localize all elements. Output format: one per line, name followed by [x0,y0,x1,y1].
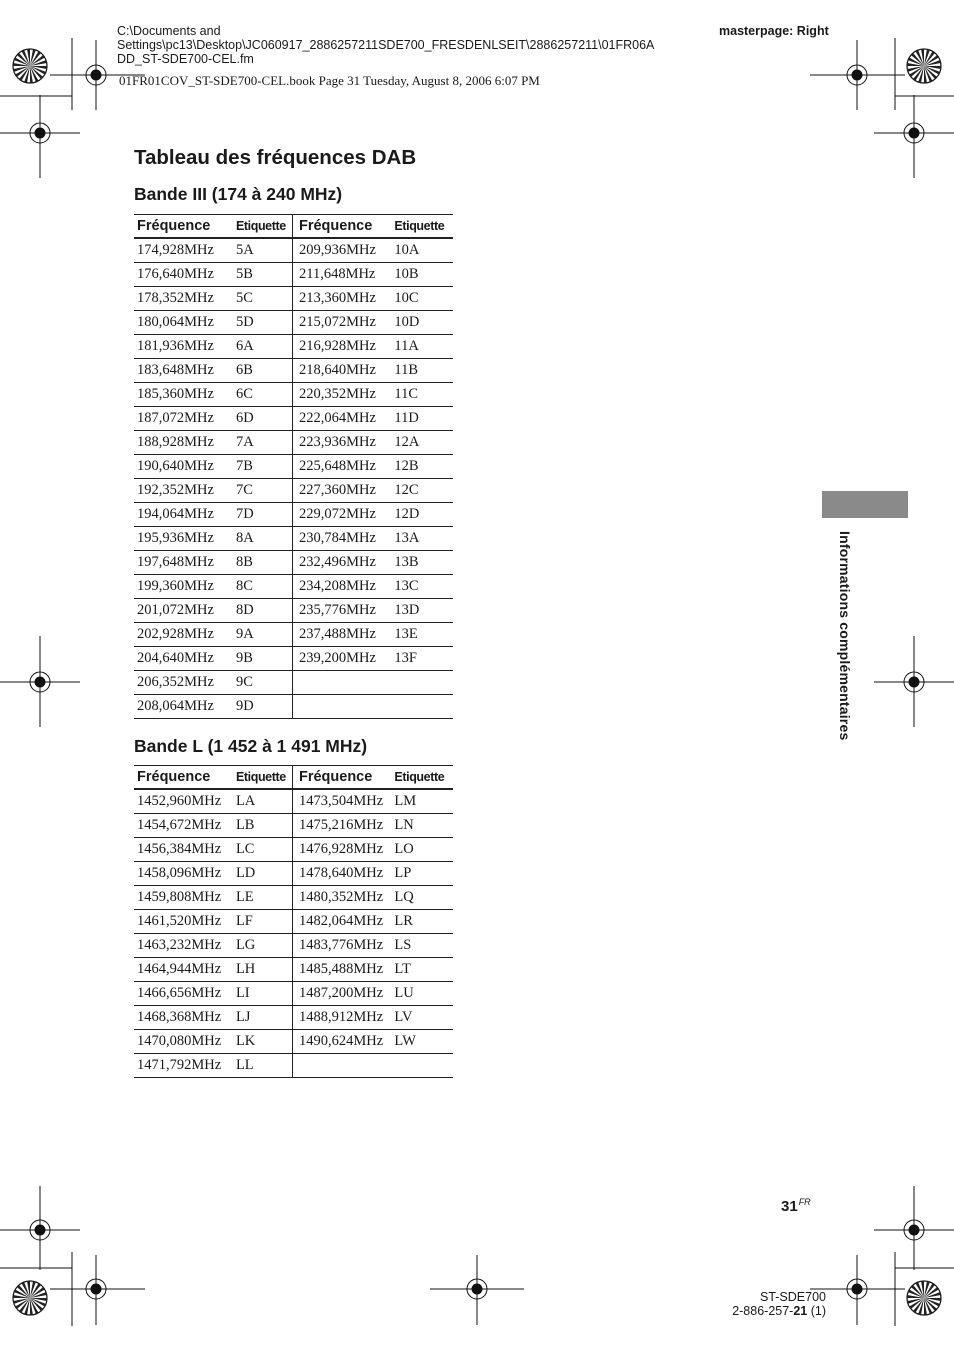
frequency-cell: 230,784MHz [292,527,392,551]
part-code-suffix: (1) [807,1304,826,1318]
frequency-cell: 194,064MHz [134,503,234,527]
frequency-cell: 1461,520MHz [134,910,234,934]
star-target [907,49,941,83]
label-cell: 8D [234,599,293,623]
label-cell: 12C [392,479,453,503]
star-target [13,49,47,83]
frequency-cell: 218,640MHz [292,359,392,383]
label-cell: 13B [392,551,453,575]
label-cell: LA [234,789,293,814]
label-cell: 13D [392,599,453,623]
page-title: Tableau des fréquences DAB [134,146,417,169]
model-name: ST-SDE700 [759,1290,826,1304]
frequency-cell: 232,496MHz [292,551,392,575]
frequency-cell: 1476,928MHz [292,838,392,862]
frequency-cell: 176,640MHz [134,263,234,287]
star-target [13,1281,47,1315]
frequency-cell: 1478,640MHz [292,862,392,886]
label-cell: 7C [234,479,293,503]
label-cell: 5D [234,311,293,335]
file-path-line-2: Settings\pc13\Desktop\JC060917_2886257211SDE700_FRESDENLSEIT\2886257211\01FR06A [117,38,655,52]
frequency-cell: 1452,960MHz [134,789,234,814]
label-cell: 13C [392,575,453,599]
frequency-cell: 208,064MHz [134,695,234,719]
label-cell: LI [234,982,293,1006]
label-cell: 6D [234,407,293,431]
label-cell: LG [234,934,293,958]
label-cell: 10C [392,287,453,311]
star-target [907,1281,941,1315]
frequency-cell: 1473,504MHz [292,789,392,814]
registration-target [0,636,80,727]
label-cell: LT [392,958,453,982]
frequency-cell: 1454,672MHz [134,814,234,838]
frequency-cell: 223,936MHz [292,431,392,455]
frequency-cell: 1466,656MHz [134,982,234,1006]
frequency-cell: 195,936MHz [134,527,234,551]
label-cell: LV [392,1006,453,1030]
label-cell: LO [392,838,453,862]
label-cell: 5B [234,263,293,287]
band-iii-heading: Bande III (174 à 240 MHz) [134,184,343,204]
label-cell: LR [392,910,453,934]
registration-target [874,95,954,175]
column-header-frequency: Fréquence [134,766,234,790]
column-header-frequency: Fréquence [134,215,234,239]
label-cell: 9A [234,623,293,647]
label-cell: 10A [392,238,453,263]
frequency-cell: 222,064MHz [292,407,392,431]
label-cell: 13F [392,647,453,671]
frequency-cell: 237,488MHz [292,623,392,647]
frequency-cell: 1482,064MHz [292,910,392,934]
label-cell: 9C [234,671,293,695]
label-cell: 8B [234,551,293,575]
frequency-cell: 201,072MHz [134,599,234,623]
label-cell: LN [392,814,453,838]
frequency-cell: 190,640MHz [134,455,234,479]
frequency-cell: 225,648MHz [292,455,392,479]
frequency-cell: 216,928MHz [292,335,392,359]
label-cell: 11C [392,383,453,407]
frequency-cell: 229,072MHz [292,503,392,527]
column-header-frequency: Fréquence [292,215,392,239]
masterpage-label: masterpage: Right [719,24,829,38]
label-cell: 8A [234,527,293,551]
registration-target [810,1255,905,1325]
frequency-cell: 187,072MHz [134,407,234,431]
frequency-cell: 204,640MHz [134,647,234,671]
label-cell: LK [234,1030,293,1054]
band-l-heading: Bande L (1 452 à 1 491 MHz) [134,736,368,756]
frequency-cell: 199,360MHz [134,575,234,599]
label-cell: LP [392,862,453,886]
label-cell: 6B [234,359,293,383]
frequency-cell: 234,208MHz [292,575,392,599]
label-cell: LH [234,958,293,982]
book-info-line: 01FR01COV_ST-SDE700-CEL.book Page 31 Tuesday, August 8, 2006 6:07 PM [119,73,540,88]
part-code-revision: 21 [793,1304,808,1318]
frequency-cell: 213,360MHz [292,287,392,311]
registration-target [50,40,145,110]
label-cell: 9B [234,647,293,671]
label-cell: 7D [234,503,293,527]
label-cell: 12A [392,431,453,455]
label-cell: 6C [234,383,293,407]
label-cell: LQ [392,886,453,910]
frequency-cell: 183,648MHz [134,359,234,383]
label-cell: LC [234,838,293,862]
frequency-cell: 1475,216MHz [292,814,392,838]
column-header-frequency: Fréquence [292,766,392,790]
label-cell: LS [392,934,453,958]
label-cell: 13E [392,623,453,647]
frequency-cell: 215,072MHz [292,311,392,335]
frequency-cell: 192,352MHz [134,479,234,503]
frequency-cell: 1490,624MHz [292,1030,392,1054]
file-path-line-1: C:\Documents and [117,24,221,38]
label-cell: 9D [234,695,293,719]
label-cell: LM [392,789,453,814]
frequency-cell: 174,928MHz [134,238,234,263]
frequency-cell: 178,352MHz [134,287,234,311]
frequency-cell: 180,064MHz [134,311,234,335]
registration-target [0,95,80,175]
frequency-cell: 209,936MHz [292,238,392,263]
frequency-cell: 1487,200MHz [292,982,392,1006]
frequency-cell: 202,928MHz [134,623,234,647]
frequency-cell: 1459,808MHz [134,886,234,910]
label-cell: 8C [234,575,293,599]
label-cell: LU [392,982,453,1006]
column-header-label: Etiquette [392,766,453,790]
frequency-cell: 1488,912MHz [292,1006,392,1030]
label-cell: 11D [392,407,453,431]
frequency-cell: 239,200MHz [292,647,392,671]
label-cell: LE [234,886,293,910]
frequency-cell: 1480,352MHz [292,886,392,910]
label-cell: 10B [392,263,453,287]
label-cell: 5C [234,287,293,311]
registration-target [810,40,905,110]
frequency-cell: 227,360MHz [292,479,392,503]
label-cell: 5A [234,238,293,263]
frequency-cell: 206,352MHz [134,671,234,695]
page-number-value: 31 [781,1198,798,1215]
column-header-label: Etiquette [234,766,293,790]
registration-target [50,1255,145,1325]
registration-target [430,1255,524,1325]
frequency-cell: 1464,944MHz [134,958,234,982]
label-cell: 7A [234,431,293,455]
label-cell: 6A [234,335,293,359]
label-cell: 12D [392,503,453,527]
frequency-cell: 197,648MHz [134,551,234,575]
frequency-cell: 211,648MHz [292,263,392,287]
file-path-line-3: DD_ST-SDE700-CEL.fm [117,52,254,66]
registration-target [0,1190,80,1270]
label-cell: LL [234,1054,293,1078]
part-code-prefix: 2-886-257- [732,1304,794,1318]
label-cell: 12B [392,455,453,479]
frequency-cell: 1471,792MHz [134,1054,234,1078]
registration-target [874,636,954,727]
label-cell: 7B [234,455,293,479]
frequency-cell: 1483,776MHz [292,934,392,958]
frequency-cell: 1456,384MHz [134,838,234,862]
label-cell: LW [392,1030,453,1054]
frequency-cell: 1470,080MHz [134,1030,234,1054]
registration-target [874,1190,954,1270]
frequency-cell: 181,936MHz [134,335,234,359]
label-cell: LD [234,862,293,886]
frequency-cell: 185,360MHz [134,383,234,407]
label-cell: 13A [392,527,453,551]
label-cell: LJ [234,1006,293,1030]
section-tab-label: Informations complémentaires [837,531,853,741]
page-language-suffix: FR [798,1197,811,1207]
label-cell: 10D [392,311,453,335]
frequency-cell: 1485,488MHz [292,958,392,982]
frequency-cell: 235,776MHz [292,599,392,623]
frequency-cell: 220,352MHz [292,383,392,407]
label-cell: 11A [392,335,453,359]
frequency-cell: 1463,232MHz [134,934,234,958]
label-cell: LB [234,814,293,838]
column-header-label: Etiquette [392,215,453,239]
frequency-cell: 1458,096MHz [134,862,234,886]
label-cell: LF [234,910,293,934]
frequency-cell: 188,928MHz [134,431,234,455]
label-cell: 11B [392,359,453,383]
frequency-cell: 1468,368MHz [134,1006,234,1030]
column-header-label: Etiquette [234,215,293,239]
